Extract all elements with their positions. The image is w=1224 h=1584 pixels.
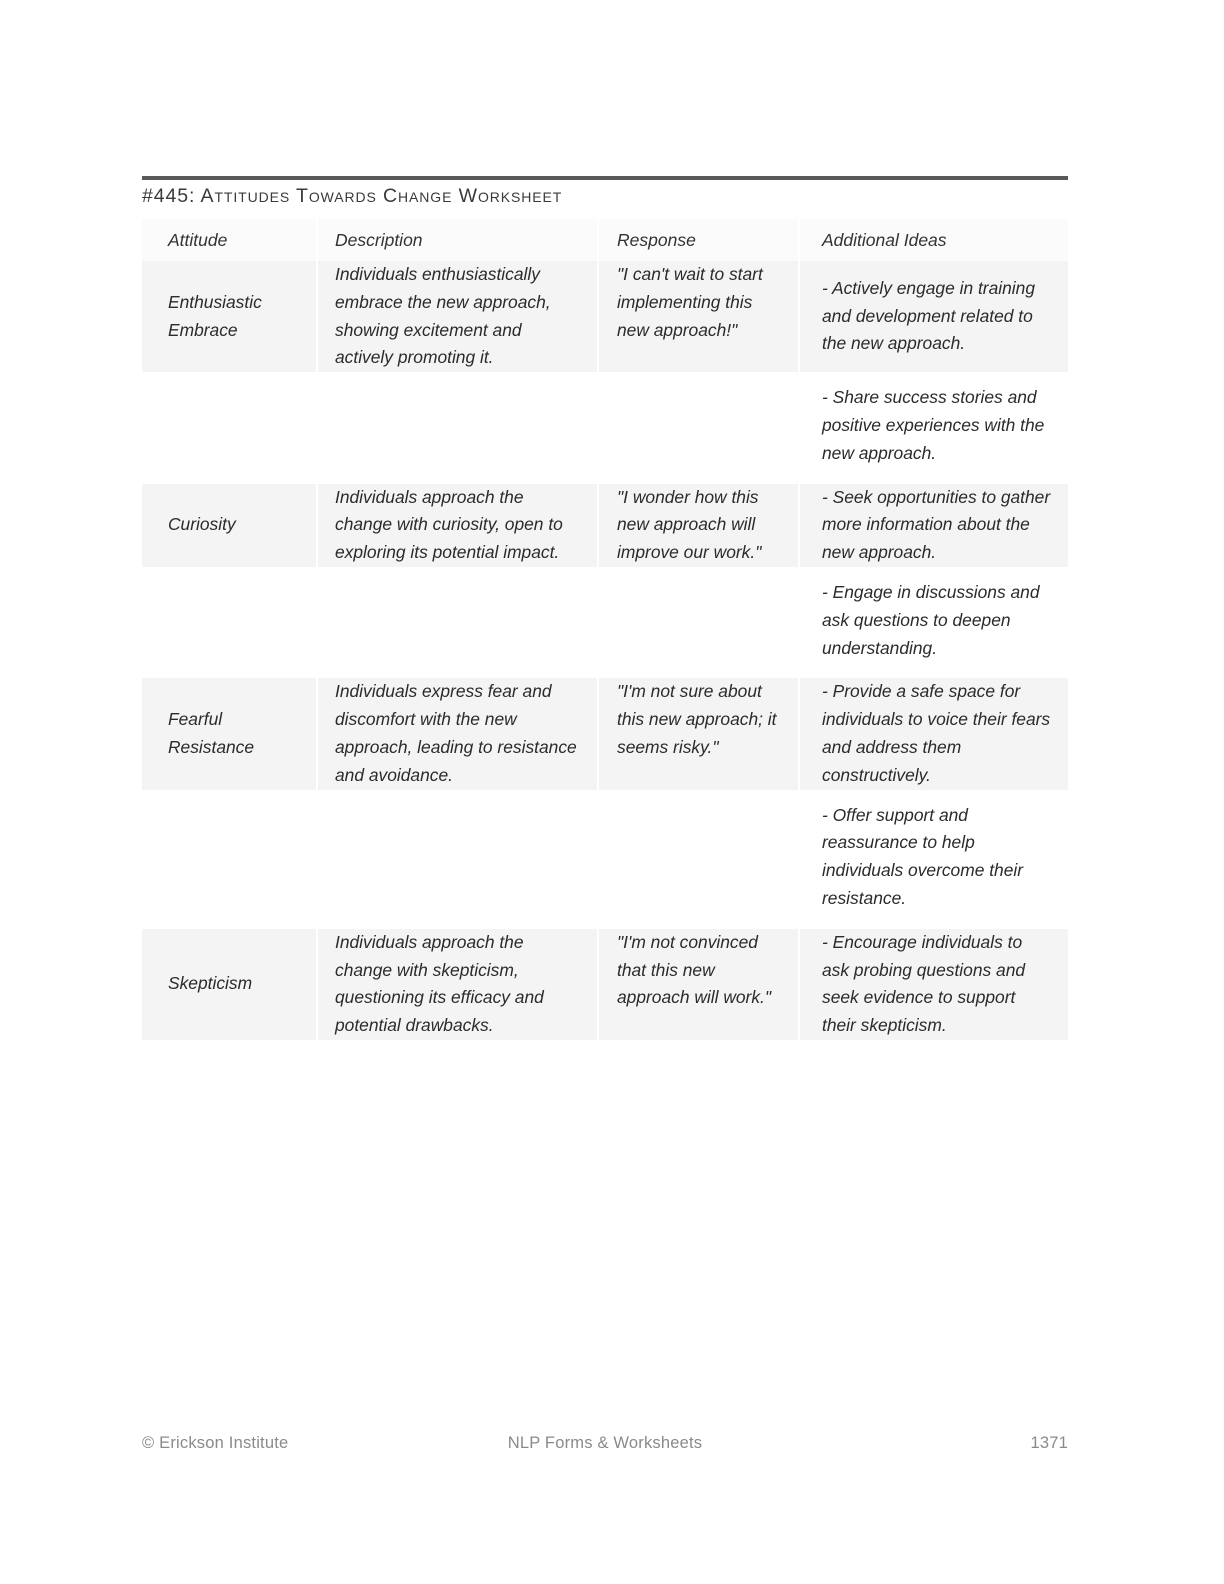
cell-description: Individuals express fear and discomfort with the new approach, leading to resistance and avoidance. <box>317 678 598 789</box>
cell-attitude: Fearful Resistance <box>168 709 255 757</box>
cell-description: Individuals enthusiastically embrace the new approach, showing excitement and actively promoting it. <box>317 261 598 372</box>
cell-description <box>317 790 598 929</box>
column-header-additional-ideas: Additional Ideas <box>799 219 1068 261</box>
cell-description: Individuals approach the change with curiosity, open to exploring its potential impact. <box>317 484 598 567</box>
cell-description <box>317 372 598 483</box>
table-row <box>142 929 1068 1040</box>
title-top-rule <box>142 176 1068 180</box>
worksheet-page <box>142 0 1068 1584</box>
table-row <box>142 372 1068 483</box>
column-header-description: Description <box>317 219 598 261</box>
page-title: #445: Attitudes Towards Change Worksheet <box>142 185 563 207</box>
cell-attitude <box>142 567 317 678</box>
cell-additional-ideas: - Encourage individuals to ask probing questions and seek evidence to support their skepticism. <box>799 929 1068 1040</box>
cell-response: "I'm not sure about this new approach; it seems risky." <box>598 678 799 789</box>
cell-response <box>598 372 799 483</box>
footer-copyright: © Erickson Institute <box>142 1434 289 1452</box>
footer-page-number: 1371 <box>1030 1434 1068 1452</box>
table-row <box>142 790 1068 929</box>
column-header-response: Response <box>598 219 799 261</box>
column-header-attitude: Attitude <box>168 229 228 250</box>
cell-response <box>598 567 799 678</box>
cell-additional-ideas: - Engage in discussions and ask questions to deepen understanding. <box>799 567 1068 678</box>
cell-attitude: Enthusiastic Embrace <box>168 291 262 340</box>
cell-additional-ideas: - Share success stories and positive experiences with the new approach. <box>799 372 1068 483</box>
page-footer <box>142 1434 1068 1458</box>
cell-attitude <box>142 790 317 929</box>
cell-attitude: Skepticism <box>168 973 253 994</box>
footer-section-title: NLP Forms & Worksheets <box>507 1434 703 1452</box>
cell-additional-ideas: - Actively engage in training and development related to the new approach. <box>799 261 1068 372</box>
table-row <box>142 678 1068 789</box>
cell-attitude <box>142 372 317 483</box>
table-body <box>142 261 1068 1040</box>
cell-response <box>598 790 799 929</box>
attitudes-towards-change-table <box>142 219 1068 1040</box>
cell-response: "I wonder how this new approach will improve our work." <box>598 484 799 567</box>
cell-response: "I'm not convinced that this new approach will work." <box>598 929 799 1040</box>
table-row <box>142 567 1068 678</box>
cell-additional-ideas: - Offer support and reassurance to help individuals overcome their resistance. <box>799 790 1068 929</box>
cell-description: Individuals approach the change with skepticism, questioning its efficacy and potential drawbacks. <box>317 929 598 1040</box>
cell-response: "I can't wait to start implementing this new approach!" <box>598 261 799 372</box>
table-row <box>142 484 1068 567</box>
table-header-row <box>142 219 1068 261</box>
table-row <box>142 261 1068 372</box>
cell-description <box>317 567 598 678</box>
table-header <box>142 219 1068 261</box>
cell-additional-ideas: - Seek opportunities to gather more information about the new approach. <box>799 484 1068 567</box>
cell-additional-ideas: - Provide a safe space for individuals to voice their fears and address them constructively. <box>799 678 1068 789</box>
cell-attitude: Curiosity <box>168 514 236 535</box>
